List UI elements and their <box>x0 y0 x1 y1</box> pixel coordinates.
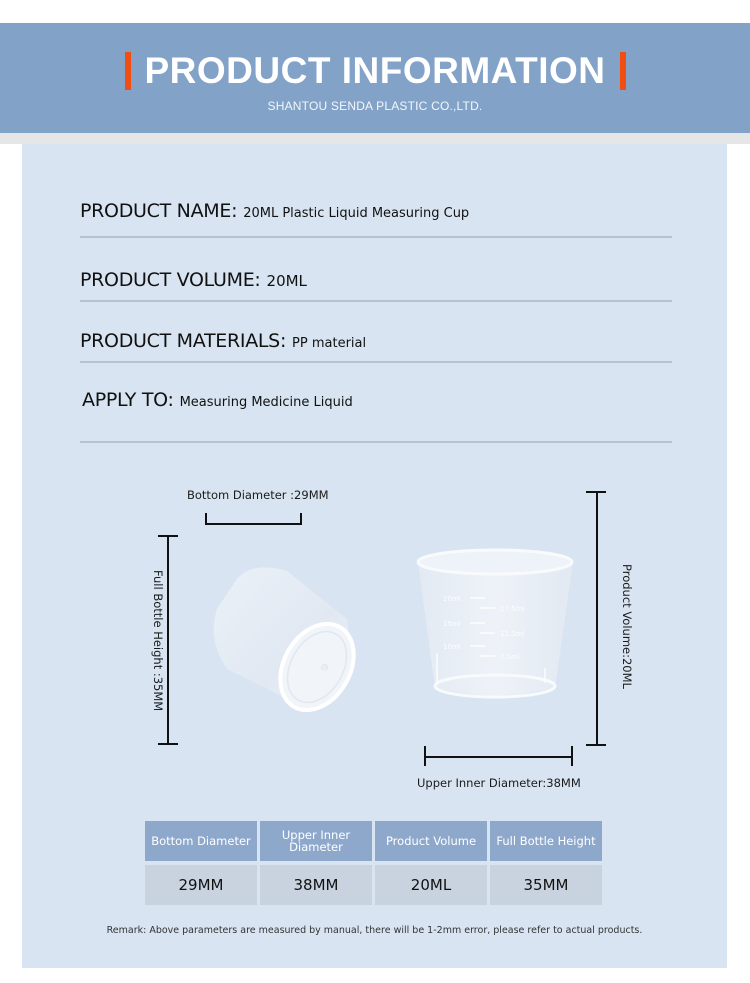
dimension-tick <box>158 535 178 537</box>
info-value: PP material <box>292 336 367 351</box>
table-header-row <box>145 821 605 861</box>
table-cell: 38MM <box>260 865 372 905</box>
title-row <box>0 51 750 91</box>
info-row-product-volume <box>80 269 672 291</box>
bottom-diameter-dimension-line <box>206 523 301 525</box>
svg-text:12.5ml: 12.5ml <box>500 630 525 638</box>
dimension-tick <box>586 744 606 746</box>
table-cell: 29MM <box>145 865 257 905</box>
accent-bar-left <box>125 52 131 90</box>
info-label: PRODUCT VOLUME: <box>80 269 261 291</box>
info-value: 20ML Plastic Liquid Measuring Cup <box>243 206 470 221</box>
full-height-label: Full Bottle Height :35MM <box>151 570 165 712</box>
product-volume-label: Product Volume:20ML <box>620 564 634 689</box>
svg-text:20ml: 20ml <box>443 595 461 603</box>
table-header-cell: Product Volume <box>375 821 487 861</box>
info-value: Measuring Medicine Liquid <box>179 395 353 410</box>
bottom-diameter-label: Bottom Diameter :29MM <box>187 488 329 502</box>
table-header-cell: Upper Inner Diameter <box>260 821 372 861</box>
product-volume-dimension-line <box>596 491 598 745</box>
spec-table <box>145 821 605 905</box>
company-name: SHANTOU SENDA PLASTIC CO.,LTD. <box>267 99 483 113</box>
cup-side-view-image <box>207 559 357 719</box>
dimension-tick <box>424 746 426 766</box>
svg-text:15ml: 15ml <box>443 620 461 628</box>
info-label: PRODUCT NAME: <box>80 200 238 222</box>
remark-text: Remark: Above parameters are measured by manual, there will be 1-2mm error, please refer to actual products. <box>106 925 643 936</box>
dimension-tick <box>300 513 302 525</box>
accent-bar-right <box>620 52 626 90</box>
info-panel <box>22 144 727 968</box>
table-cell: 35MM <box>490 865 602 905</box>
upper-diameter-dimension-line <box>425 756 573 758</box>
dimension-tick <box>571 746 573 766</box>
info-label: APPLY TO: <box>82 389 174 411</box>
header-banner <box>0 23 750 133</box>
table-row <box>145 865 605 905</box>
row-divider <box>80 300 672 302</box>
cup-front-view-image <box>415 538 575 713</box>
table-header-cell: Bottom Diameter <box>145 821 257 861</box>
dimension-tick <box>158 743 178 745</box>
svg-text:17.5ml: 17.5ml <box>500 605 525 613</box>
row-divider <box>80 236 672 238</box>
page-title: PRODUCT INFORMATION <box>144 50 606 91</box>
table-header-cell: Full Bottle Height <box>490 821 602 861</box>
dimension-tick <box>205 513 207 525</box>
full-height-dimension-line <box>167 535 169 744</box>
row-divider <box>80 361 672 363</box>
upper-diameter-label: Upper Inner Diameter:38MM <box>417 776 581 790</box>
info-label: PRODUCT MATERIALS: <box>80 330 287 352</box>
info-row-product-materials <box>80 330 672 352</box>
dimension-tick <box>586 491 606 493</box>
row-divider <box>80 441 672 443</box>
svg-text:7.5ml: 7.5ml <box>500 653 520 661</box>
info-row-apply-to <box>80 389 672 411</box>
info-row-product-name <box>80 200 672 222</box>
divider-strip <box>0 133 750 144</box>
table-cell: 20ML <box>375 865 487 905</box>
info-value: 20ML <box>266 272 307 290</box>
svg-text:10ml: 10ml <box>443 643 461 651</box>
svg-text:♲: ♲ <box>320 663 329 674</box>
